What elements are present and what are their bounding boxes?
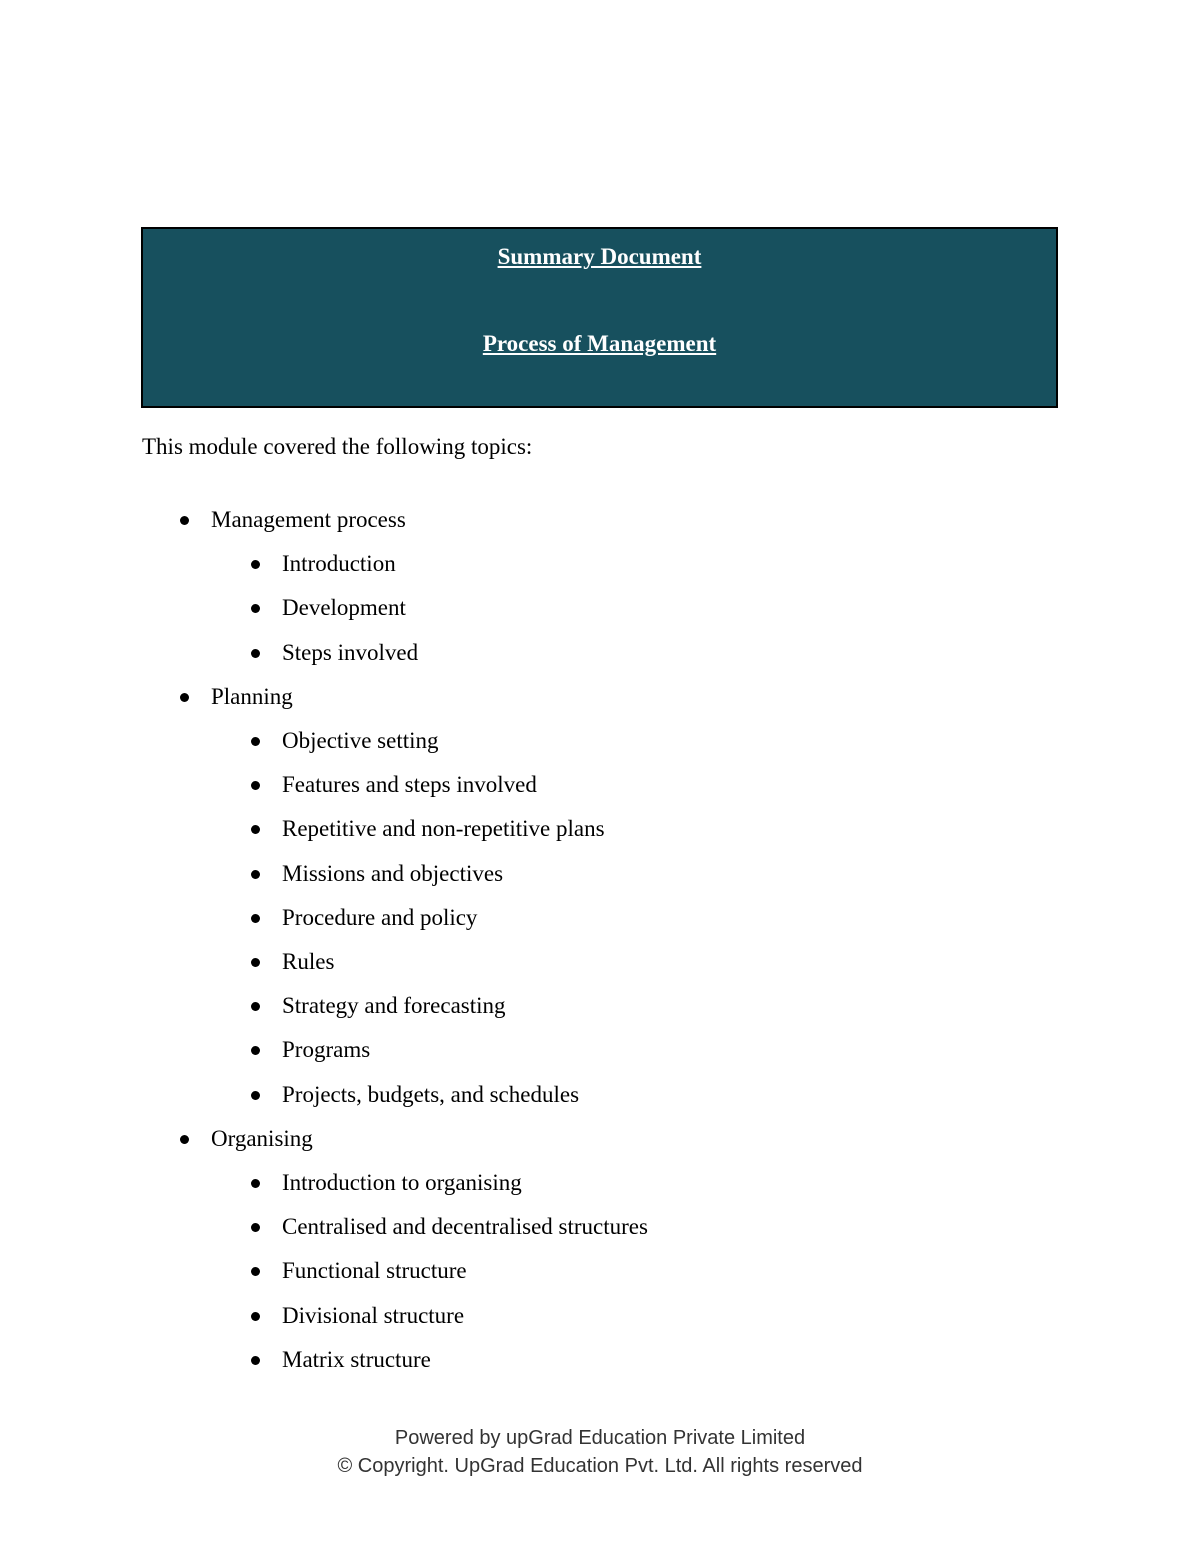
subtopic-item: Functional structure: [282, 1258, 467, 1284]
subtopic-item: Strategy and forecasting: [282, 993, 506, 1019]
header-box: [141, 227, 1058, 408]
subtopic-item: Introduction: [282, 551, 396, 577]
document-subtitle: Process of Management: [482, 331, 717, 356]
bullet-icon: [180, 1135, 189, 1144]
subtopic-item: Projects, budgets, and schedules: [282, 1081, 580, 1107]
topic-item: Management process: [211, 507, 406, 532]
subtopic-item: Repetitive and non-repetitive plans: [282, 816, 605, 842]
document-title: Summary Document: [497, 244, 702, 269]
bullet-icon: [251, 1091, 260, 1100]
bullet-icon: [251, 1046, 260, 1055]
subtopic-item: Development: [282, 595, 406, 621]
intro-text: This module covered the following topics:: [142, 434, 533, 459]
bullet-icon: [251, 1179, 260, 1188]
subtopic-item: Steps involved: [282, 639, 419, 665]
bullet-icon: [251, 560, 260, 569]
bullet-icon: [251, 870, 260, 879]
bullet-icon: [251, 914, 260, 923]
subtopic-item: Features and steps involved: [282, 772, 537, 798]
subtopic-item: Divisional structure: [282, 1302, 465, 1328]
subtopic-item: Matrix structure: [282, 1346, 431, 1372]
bullet-icon: [251, 1312, 260, 1321]
subtopic-item: Procedure and policy: [282, 904, 478, 930]
topic-item: Organising: [211, 1125, 313, 1151]
bullet-icon: [251, 825, 260, 834]
subtopic-item: Introduction to organising: [282, 1170, 522, 1195]
bullet-icon: [251, 781, 260, 790]
subtopic-item: Programs: [282, 1037, 371, 1063]
bullet-icon: [251, 737, 260, 746]
subtopic-item: Missions and objectives: [282, 860, 504, 886]
bullet-icon: [180, 693, 189, 702]
footer-powered-by: Powered by upGrad Education Private Limited: [394, 1427, 806, 1449]
bullet-icon: [251, 1356, 260, 1365]
footer-copyright: © Copyright. UpGrad Education Pvt. Ltd. All rights reserved: [337, 1455, 863, 1477]
subtopic-item: Rules: [282, 949, 335, 974]
bullet-icon: [251, 1223, 260, 1232]
subtopic-item: Centralised and decentralised structures: [282, 1214, 648, 1240]
topic-item: Planning: [211, 683, 293, 709]
bullet-icon: [251, 649, 260, 658]
subtopic-item: Objective setting: [282, 728, 439, 753]
bullet-icon: [251, 604, 260, 613]
bullet-icon: [251, 958, 260, 967]
bullet-icon: [251, 1267, 260, 1276]
bullet-icon: [251, 1002, 260, 1011]
bullet-icon: [180, 516, 189, 525]
